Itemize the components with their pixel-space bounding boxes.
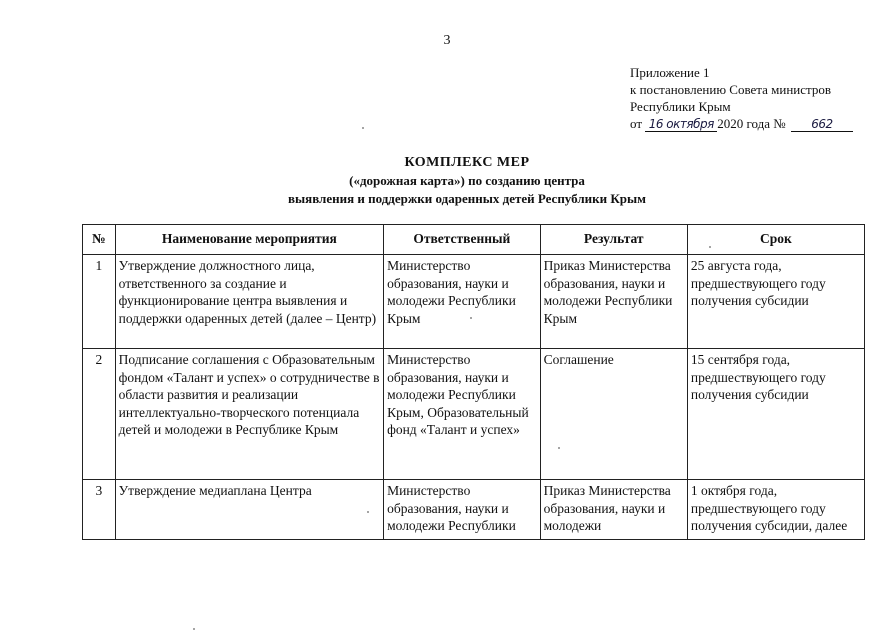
header-num: № (83, 225, 116, 255)
scan-speck (470, 317, 472, 319)
row-responsible: Министерство образования, науки и молодежи Республики (384, 480, 541, 540)
table-row (83, 349, 865, 480)
row-num: 3 (83, 480, 116, 540)
row-name: Утверждение должностного лица, ответственного за создание и функционирование центра выявления и поддержки одаренных детей (далее – Центр) (115, 255, 383, 349)
table-row (83, 480, 865, 540)
scan-speck (709, 246, 711, 248)
handwritten-number: 662 (791, 118, 853, 132)
heading-subtitle: («дорожная карта») по созданию центра (349, 173, 585, 188)
row-term: 15 сентября года, предшествующего году получения субсидии (687, 349, 864, 480)
scan-speck (362, 127, 364, 129)
appendix-line-3: Республики Крым (630, 99, 731, 114)
document-heading (0, 154, 894, 208)
row-result: Приказ Министерства образования, науки и молодежи (540, 480, 687, 540)
row-name: Подписание соглашения с Образовательным фондом «Талант и успех» о сотрудничестве в области развития и реализации интеллектуально-творческого потенциала детей и молодежи в Республике Крым (115, 349, 383, 480)
row-num: 2 (83, 349, 116, 480)
page-number: 3 (443, 33, 451, 48)
header-name: Наименование мероприятия (115, 225, 383, 255)
row-term: 25 августа года, предшествующего году получения субсидии (687, 255, 864, 349)
roadmap-table (82, 224, 865, 540)
appendix-line-1: Приложение 1 (630, 65, 710, 80)
order-date-line (630, 115, 853, 132)
scan-speck (558, 447, 560, 449)
heading-title: КОМПЛЕКС МЕР (404, 155, 530, 170)
header-term: Срок (687, 225, 864, 255)
from-label: от (630, 116, 643, 131)
row-num: 1 (83, 255, 116, 349)
handwritten-date: 16 октября (645, 118, 717, 132)
row-responsible: Министерство образования, науки и молодежи Республики Крым, Образовательный фонд «Талант и успех» (384, 349, 541, 480)
row-result: Соглашение (540, 349, 687, 480)
row-result: Приказ Министерства образования, науки и молодежи Республики Крым (540, 255, 687, 349)
table-row (83, 255, 865, 349)
table-header-row (83, 225, 865, 255)
heading-subtitle-2: выявления и поддержки одаренных детей Республики Крым (287, 191, 646, 206)
appendix-block (630, 64, 853, 132)
row-term: 1 октября года, предшествующего году получения субсидии, далее (687, 480, 864, 540)
year-label: 2020 года № (717, 116, 786, 131)
scan-speck (193, 628, 195, 630)
row-responsible: Министерство образования, науки и молодежи Республики Крым (384, 255, 541, 349)
scan-speck (367, 511, 369, 513)
header-responsible: Ответственный (384, 225, 541, 255)
appendix-line-2: к постановлению Совета министров (630, 82, 831, 97)
row-name: Утверждение медиаплана Центра (115, 480, 383, 540)
header-result: Результат (540, 225, 687, 255)
